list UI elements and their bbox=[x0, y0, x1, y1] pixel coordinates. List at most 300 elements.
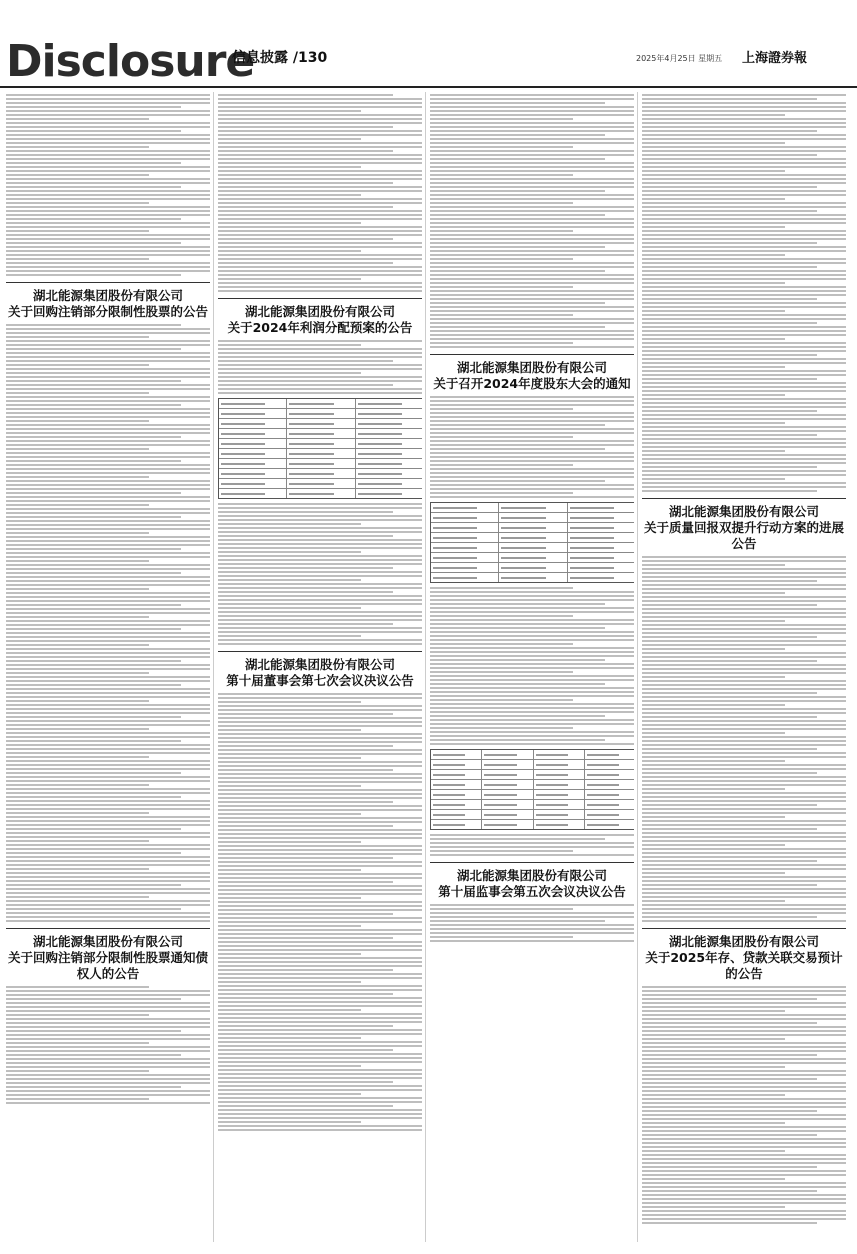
text-line bbox=[6, 126, 210, 128]
text-line bbox=[6, 990, 210, 992]
text-line bbox=[430, 166, 634, 168]
text-line bbox=[642, 908, 846, 910]
text-line bbox=[218, 246, 422, 248]
text-line bbox=[642, 1222, 817, 1224]
text-line bbox=[218, 741, 422, 743]
text-line bbox=[218, 110, 361, 112]
text-line bbox=[642, 1210, 846, 1212]
text-line bbox=[430, 496, 634, 498]
text-line bbox=[430, 444, 634, 446]
text-line bbox=[218, 837, 422, 839]
text-line bbox=[430, 711, 634, 713]
text-line bbox=[430, 440, 634, 442]
text-line bbox=[6, 1018, 210, 1020]
text-line bbox=[6, 904, 210, 906]
text-line bbox=[642, 708, 846, 710]
text-line bbox=[642, 1138, 846, 1140]
text-line bbox=[430, 631, 634, 633]
text-line bbox=[6, 528, 210, 530]
text-line bbox=[430, 154, 634, 156]
text-line bbox=[642, 756, 846, 758]
text-line bbox=[642, 358, 846, 360]
text-line bbox=[218, 897, 361, 899]
text-line bbox=[218, 158, 422, 160]
cell-text-line bbox=[289, 483, 333, 485]
text-line bbox=[218, 917, 422, 919]
text-line bbox=[430, 683, 605, 685]
table-row bbox=[431, 790, 634, 800]
text-line bbox=[430, 743, 634, 745]
text-line bbox=[6, 884, 181, 886]
text-line bbox=[6, 332, 210, 334]
table-cell bbox=[534, 770, 585, 779]
text-line bbox=[430, 150, 634, 152]
text-line bbox=[218, 507, 422, 509]
text-line bbox=[430, 186, 634, 188]
text-line bbox=[642, 150, 846, 152]
text-line bbox=[642, 1162, 846, 1164]
text-line bbox=[218, 1045, 422, 1047]
text-line bbox=[642, 816, 785, 818]
text-line bbox=[642, 266, 817, 268]
text-line bbox=[218, 238, 393, 240]
table-cell bbox=[431, 800, 482, 809]
table-cell bbox=[219, 449, 287, 458]
text-line bbox=[642, 888, 846, 890]
notice-header-creditor-notice bbox=[6, 928, 210, 982]
notice-title: 关于质量回报双提升行动方案的进展公告 bbox=[643, 520, 844, 551]
text-line bbox=[6, 768, 210, 770]
text-line bbox=[642, 892, 846, 894]
text-line bbox=[642, 290, 846, 292]
text-line bbox=[6, 352, 210, 354]
text-line bbox=[218, 94, 393, 96]
text-line bbox=[218, 941, 422, 943]
text-line bbox=[218, 643, 422, 645]
text-line bbox=[218, 270, 422, 272]
text-line bbox=[6, 246, 210, 248]
text-line bbox=[430, 651, 634, 653]
text-line bbox=[430, 703, 634, 705]
text-line bbox=[6, 348, 181, 350]
table-cell bbox=[431, 513, 499, 522]
text-line bbox=[6, 1074, 210, 1076]
text-line bbox=[642, 1086, 846, 1088]
text-line bbox=[642, 214, 846, 216]
text-line bbox=[642, 688, 846, 690]
text-line bbox=[218, 1093, 361, 1095]
text-line bbox=[218, 777, 422, 779]
text-line bbox=[430, 138, 634, 140]
text-line bbox=[642, 398, 846, 400]
text-line bbox=[6, 788, 210, 790]
table-cell bbox=[482, 800, 533, 809]
text-line bbox=[430, 932, 634, 934]
cell-text-line bbox=[289, 433, 333, 435]
text-line bbox=[430, 416, 634, 418]
text-line bbox=[430, 396, 634, 398]
text-line bbox=[218, 789, 422, 791]
cell-text-line bbox=[484, 804, 516, 806]
company-name: 湖北能源集团股份有限公司 bbox=[32, 288, 183, 303]
text-line bbox=[430, 310, 634, 312]
text-line bbox=[430, 190, 605, 192]
text-line bbox=[6, 404, 181, 406]
text-line bbox=[218, 885, 422, 887]
table-cell bbox=[585, 820, 634, 829]
text-line bbox=[642, 824, 846, 826]
text-line bbox=[6, 596, 210, 598]
text-line bbox=[218, 274, 422, 276]
text-line bbox=[6, 250, 210, 252]
text-line bbox=[218, 1069, 422, 1071]
text-line bbox=[430, 246, 605, 248]
text-line bbox=[6, 600, 210, 602]
text-line bbox=[218, 733, 422, 735]
text-line bbox=[642, 1218, 846, 1220]
text-line bbox=[430, 739, 605, 741]
text-line bbox=[430, 412, 634, 414]
text-line bbox=[430, 330, 634, 332]
text-line bbox=[218, 523, 361, 525]
column-3 bbox=[430, 92, 634, 1242]
text-line bbox=[430, 106, 634, 108]
text-line bbox=[218, 142, 422, 144]
cell-text-line bbox=[587, 784, 619, 786]
table-cell bbox=[356, 409, 422, 418]
cell-text-line bbox=[501, 527, 545, 529]
text-line bbox=[218, 290, 422, 292]
table-cell bbox=[431, 780, 482, 789]
text-line bbox=[6, 1090, 210, 1092]
text-line bbox=[6, 1002, 210, 1004]
text-line bbox=[6, 824, 210, 826]
text-line bbox=[642, 1010, 785, 1012]
cell-text-line bbox=[358, 483, 402, 485]
table-cell bbox=[568, 563, 634, 572]
text-line bbox=[642, 478, 785, 480]
text-line bbox=[430, 182, 634, 184]
text-line bbox=[430, 142, 634, 144]
text-line bbox=[6, 998, 181, 1000]
cell-text-line bbox=[587, 804, 619, 806]
text-line bbox=[642, 286, 846, 288]
text-line bbox=[218, 953, 361, 955]
text-line bbox=[6, 756, 149, 758]
text-line bbox=[6, 230, 149, 232]
text-line bbox=[642, 482, 846, 484]
text-line bbox=[6, 604, 181, 606]
text-line bbox=[642, 728, 846, 730]
cell-text-line bbox=[484, 784, 516, 786]
table-cell bbox=[356, 459, 422, 468]
text-line bbox=[642, 732, 785, 734]
text-line bbox=[430, 134, 605, 136]
text-line bbox=[430, 735, 634, 737]
text-line bbox=[218, 102, 422, 104]
text-line bbox=[642, 1182, 846, 1184]
text-line bbox=[642, 800, 846, 802]
text-line bbox=[6, 210, 210, 212]
text-line bbox=[642, 616, 846, 618]
text-line bbox=[218, 138, 361, 140]
text-line bbox=[6, 852, 181, 854]
text-line bbox=[6, 704, 210, 706]
text-line bbox=[430, 842, 634, 844]
text-line bbox=[430, 920, 605, 922]
text-line bbox=[6, 102, 210, 104]
text-line bbox=[6, 476, 149, 478]
text-line bbox=[218, 631, 422, 633]
table-cell bbox=[287, 399, 355, 408]
cell-text-line bbox=[484, 814, 516, 816]
text-line bbox=[6, 856, 210, 858]
text-line bbox=[218, 619, 422, 621]
text-line bbox=[6, 696, 210, 698]
text-line bbox=[218, 725, 422, 727]
cell-text-line bbox=[536, 804, 568, 806]
table-row bbox=[219, 479, 422, 489]
text-line bbox=[642, 326, 846, 328]
text-line bbox=[6, 1054, 181, 1056]
cell-text-line bbox=[433, 507, 477, 509]
text-line bbox=[218, 1017, 422, 1019]
text-line bbox=[642, 106, 846, 108]
table-cell bbox=[431, 523, 499, 532]
text-line bbox=[430, 659, 605, 661]
table-cell bbox=[499, 523, 567, 532]
text-line bbox=[430, 699, 573, 701]
text-line bbox=[642, 780, 846, 782]
text-line bbox=[430, 850, 573, 852]
text-line bbox=[642, 250, 846, 252]
text-line bbox=[642, 414, 846, 416]
text-line bbox=[430, 687, 634, 689]
table-row bbox=[431, 503, 634, 513]
text-line bbox=[218, 745, 393, 747]
table-cell bbox=[219, 479, 287, 488]
text-line bbox=[642, 1126, 846, 1128]
text-line bbox=[430, 635, 634, 637]
cell-text-line bbox=[501, 577, 545, 579]
table-row bbox=[431, 573, 634, 582]
text-line bbox=[430, 727, 573, 729]
text-line bbox=[6, 568, 210, 570]
text-line bbox=[218, 170, 422, 172]
text-line bbox=[218, 122, 422, 124]
text-line bbox=[430, 302, 605, 304]
text-line bbox=[6, 328, 210, 330]
text-line bbox=[642, 234, 846, 236]
text-line bbox=[6, 804, 210, 806]
table-cell bbox=[534, 790, 585, 799]
text-line bbox=[218, 384, 393, 386]
table-cell bbox=[431, 810, 482, 819]
text-line bbox=[642, 1050, 846, 1052]
text-line bbox=[218, 210, 422, 212]
text-line bbox=[218, 1037, 361, 1039]
text-line bbox=[642, 664, 846, 666]
text-line bbox=[642, 182, 846, 184]
table-cell bbox=[585, 810, 634, 819]
text-line bbox=[218, 286, 422, 288]
text-line bbox=[6, 608, 210, 610]
text-line bbox=[6, 580, 210, 582]
text-line bbox=[430, 643, 573, 645]
text-line bbox=[642, 370, 846, 372]
text-line bbox=[218, 945, 422, 947]
text-line bbox=[6, 836, 210, 838]
text-line bbox=[218, 909, 422, 911]
dateline: 2025年4月25日 星期五 bbox=[636, 54, 723, 63]
text-line bbox=[218, 392, 422, 394]
notice-header-agm bbox=[430, 354, 634, 392]
table-cell bbox=[482, 820, 533, 829]
text-line bbox=[430, 214, 605, 216]
text-line bbox=[430, 456, 634, 458]
cell-text-line bbox=[587, 764, 619, 766]
text-line bbox=[642, 760, 785, 762]
text-line bbox=[218, 1057, 422, 1059]
text-line bbox=[642, 366, 785, 368]
text-line bbox=[430, 194, 634, 196]
text-line bbox=[6, 920, 210, 922]
text-line bbox=[642, 330, 846, 332]
text-line bbox=[6, 178, 210, 180]
text-line bbox=[6, 1094, 210, 1096]
text-line bbox=[430, 146, 573, 148]
text-line bbox=[642, 1046, 846, 1048]
text-line bbox=[430, 452, 634, 454]
text-line bbox=[6, 660, 181, 662]
text-line bbox=[218, 1025, 393, 1027]
text-line bbox=[430, 334, 634, 336]
table-row bbox=[219, 459, 422, 469]
table-row bbox=[219, 429, 422, 439]
company-name: 湖北能源集团股份有限公司 bbox=[456, 360, 607, 375]
text-line bbox=[6, 624, 210, 626]
text-line bbox=[642, 844, 785, 846]
text-line bbox=[218, 174, 422, 176]
table-cell bbox=[431, 760, 482, 769]
text-line bbox=[218, 194, 361, 196]
text-line bbox=[6, 576, 210, 578]
text-line bbox=[6, 764, 210, 766]
text-line bbox=[430, 595, 634, 597]
text-line bbox=[6, 560, 149, 562]
text-line bbox=[642, 382, 846, 384]
table-cell bbox=[287, 439, 355, 448]
text-line bbox=[642, 608, 846, 610]
table-cell bbox=[482, 770, 533, 779]
table-cell bbox=[287, 429, 355, 438]
text-line bbox=[218, 781, 422, 783]
text-line bbox=[642, 350, 846, 352]
text-line bbox=[6, 516, 181, 518]
text-line bbox=[218, 539, 422, 541]
text-line bbox=[218, 713, 393, 715]
text-line bbox=[430, 854, 634, 856]
text-line bbox=[642, 446, 846, 448]
text-line bbox=[218, 372, 361, 374]
cell-text-line bbox=[433, 577, 477, 579]
text-line bbox=[642, 1062, 846, 1064]
text-line bbox=[6, 688, 210, 690]
text-line bbox=[642, 338, 785, 340]
text-line bbox=[218, 1105, 393, 1107]
text-line bbox=[6, 740, 181, 742]
text-line bbox=[218, 1081, 393, 1083]
text-line bbox=[430, 126, 634, 128]
cell-text-line bbox=[570, 537, 614, 539]
text-line bbox=[642, 302, 846, 304]
text-line bbox=[218, 873, 422, 875]
text-line bbox=[642, 94, 846, 96]
text-line bbox=[218, 1085, 422, 1087]
text-line bbox=[6, 716, 181, 718]
text-line bbox=[6, 908, 181, 910]
table-cell bbox=[219, 399, 287, 408]
table-cell bbox=[356, 469, 422, 478]
text-line bbox=[6, 356, 210, 358]
table-cell bbox=[356, 439, 422, 448]
text-line bbox=[642, 386, 846, 388]
text-line bbox=[642, 1054, 817, 1056]
text-line bbox=[642, 748, 817, 750]
text-line bbox=[642, 158, 846, 160]
text-line bbox=[6, 584, 210, 586]
notice-title: 关于2024年利润分配预案的公告 bbox=[227, 320, 413, 335]
body-text-block bbox=[218, 340, 422, 394]
table-row bbox=[219, 419, 422, 429]
cell-text-line bbox=[536, 814, 568, 816]
text-line bbox=[6, 736, 210, 738]
text-line bbox=[430, 234, 634, 236]
text-line bbox=[430, 254, 634, 256]
text-line bbox=[642, 374, 846, 376]
cell-text-line bbox=[358, 473, 402, 475]
text-line bbox=[430, 294, 634, 296]
cell-text-line bbox=[289, 413, 333, 415]
table-cell bbox=[219, 469, 287, 478]
text-line bbox=[430, 715, 605, 717]
cell-text-line bbox=[587, 824, 619, 826]
text-line bbox=[218, 1089, 422, 1091]
text-line bbox=[6, 214, 210, 216]
text-line bbox=[6, 800, 210, 802]
text-line bbox=[218, 242, 422, 244]
text-line bbox=[6, 134, 210, 136]
company-name: 湖北能源集团股份有限公司 bbox=[668, 934, 819, 949]
table-row bbox=[431, 770, 634, 780]
cell-text-line bbox=[433, 527, 477, 529]
text-line bbox=[430, 118, 573, 120]
text-line bbox=[6, 428, 210, 430]
text-line bbox=[642, 1206, 785, 1208]
text-line bbox=[6, 492, 181, 494]
text-line bbox=[642, 880, 846, 882]
text-line bbox=[6, 174, 149, 176]
text-line bbox=[218, 957, 422, 959]
table-cell bbox=[287, 449, 355, 458]
text-line bbox=[218, 693, 422, 695]
cell-text-line bbox=[587, 794, 619, 796]
text-line bbox=[6, 840, 149, 842]
text-line bbox=[6, 632, 210, 634]
text-line bbox=[218, 905, 422, 907]
text-line bbox=[218, 603, 422, 605]
text-line bbox=[218, 985, 422, 987]
